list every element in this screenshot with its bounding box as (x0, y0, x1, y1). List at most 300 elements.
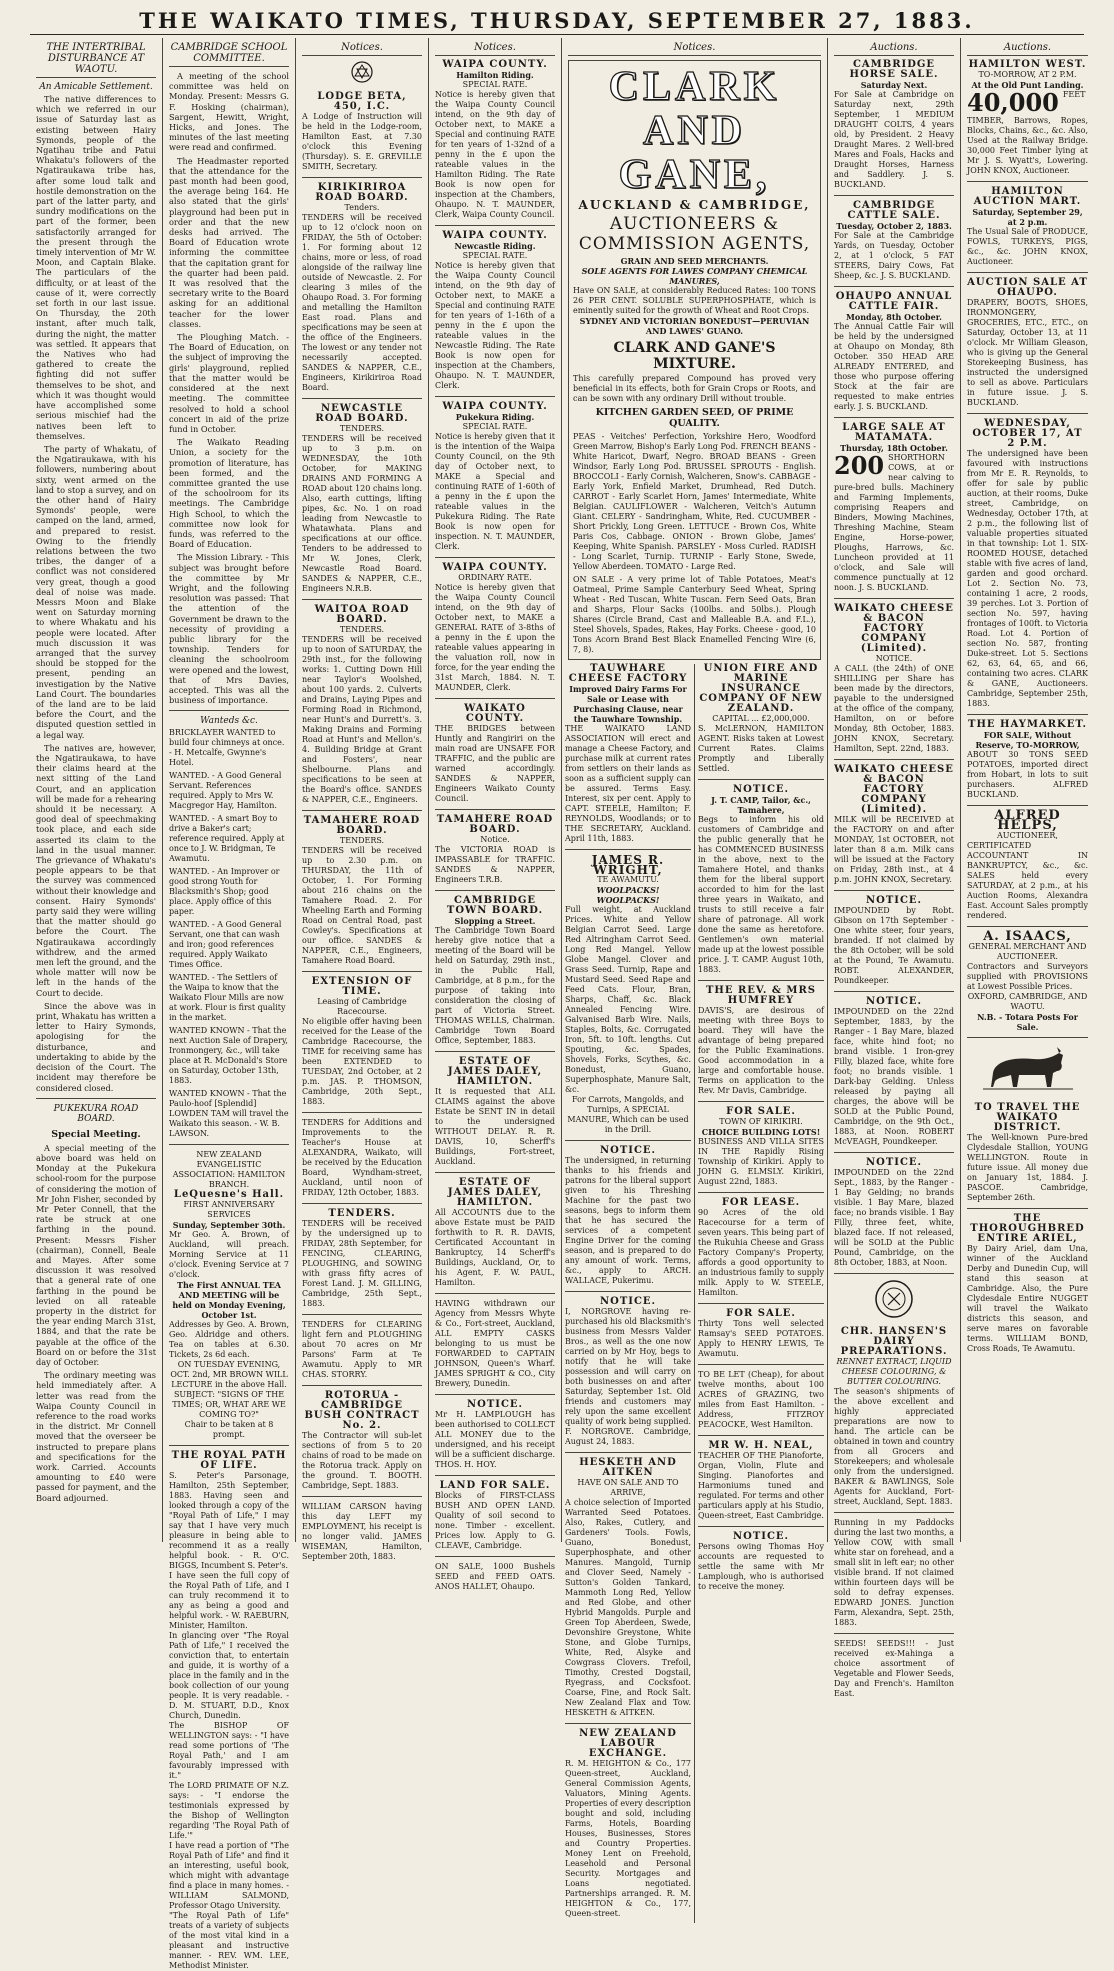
ad-body: TENDERS will be received up to 2.30 p.m. on THURSDAY, the 11th of October, 1. For Forming about 216 chains on the Tamahere Road. 2. For Wheeling Earth and Forming Road on Central Road, past Cowley's. Specifications at our office. SANDES & NAPPER, C.E., Engineers, Tamahere Road Board. (302, 846, 422, 965)
land-sale-ad (435, 1481, 555, 1551)
ad-subtitle: RENNET EXTRACT, LIQUID CHEESE COLOURING, & BUTTER COLOURING. (836, 1357, 952, 1386)
column-header: CAMBRIDGE SCHOOL COMMITTEE. (169, 42, 289, 67)
rate-notice (435, 60, 555, 220)
ad-subtitle: Improved Dairy Farms For Sale or Lease with Purchasing Clause, near the Tauwhare Township. (569, 684, 687, 724)
ad-title: KIRIKIRIROA ROAD BOARD. (315, 182, 409, 203)
divider (834, 195, 954, 196)
column-3 (296, 38, 429, 1561)
ad-body: Notice is hereby given that the Waipa County Council intend, on the 9th day of October next, to MAKE a GENERAL RATE of 3-8ths of a penny in the £ upon the rateable values appearing in the valuation roll, now in force, for the year ending the 31st March, 1884. N. T. MAUNDER, Clerk. (435, 583, 555, 692)
ad-heading: NEW ZEALAND EVANGELISTIC ASSOCIATION: HAMILTON BRANCH. (172, 1150, 286, 1190)
notice-ad (302, 977, 422, 1107)
wanted-ad: WANTED. - A smart Boy to drive a Baker's cart; reference required. Apply at once to J. W. Bridgman, Te Awamutu. (169, 814, 285, 864)
divider (565, 1723, 691, 1724)
auction-ad (967, 419, 1088, 709)
ad-title: TO TRAVEL THE WAIKATO DISTRICT. (974, 1102, 1081, 1133)
ad-title: ESTATE OF JAMES DALEY, HAMILTON. (447, 1056, 543, 1087)
column-6 (695, 664, 827, 1923)
ad-title: WAIKATO COUNTY. (464, 703, 526, 724)
ad-body: DRAPERY, BOOTS, SHOES, IRONMONGERY, GROCERIES, ETC., ETC., on Saturday, October 13, at 11 o'clock. Mr William Gleason, who is giving up the General Storekeeping Business, has instructed the undersigned to sell as above. Particulars in future issue. J. S. BUCKLAND. (967, 298, 1088, 407)
wanted-ad: WANTED. - The Settlers of the Waipa to know that the Waikato Flour Mills are now at work. Flour is first quality in the market. (169, 973, 286, 1023)
agency-notice: HAVING withdrawn our Agency from Messrs Whyte & Co., Fort-street, Auckland, ALL EMPTY CASKS belonging to us must be FORWARDED to CAPTAIN JOHNSON, Queen's Wharf. JAMES SPRIGHT & CO., City Brewery, Dunedin. (435, 1299, 555, 1388)
ad-title: THE THOROUGHBRED ENTIRE ARIEL, (970, 1213, 1085, 1244)
wanted-ad: WANTED KNOWN - That the next Auction Sale of Drapery, Ironmongery, &c., will take place at R. McDonald's Store on Saturday, October 13th, 1883. (169, 1026, 288, 1086)
ad-title: WAIKATO CHEESE & BACON FACTORY COMPANY (Limited). (834, 764, 954, 815)
tender-ad (302, 816, 422, 966)
ad-title: WEDNESDAY, OCTOBER 17, AT 2 P.M. (972, 418, 1083, 449)
ad-title: JAMES R. WRIGHT, (591, 853, 665, 877)
ad-title: ROTORUA - CAMBRIDGE BUSH CONTRACT No. 2. (304, 1390, 420, 1431)
column-1 (30, 38, 163, 1542)
seeds-ad: SEEDS! SEEDS!!! - Just received ex-Mahinga a choice assortment of Vegetable and Flower Seeds, Day and French's. Hamilton East. (834, 1639, 954, 1698)
ad-body: Mr Geo. A. Brown, of Auckland, will preach. Morning Service at 11 o'clock. Evening Service at 7 o'clock. (169, 1230, 289, 1280)
merchant-ad (565, 1458, 691, 1718)
divider (435, 1293, 555, 1294)
testimonial: In glancing over "The Royal Path of Life," I received the conviction that, to entertain and guide, it is worthy of a place in the family and in the book collection of our young people. It is very readable. - D. M. STUART, D.D., Knox Church, Dunedin. (169, 1631, 289, 1721)
divider (698, 779, 824, 780)
ad-subtitle: J. T. CAMP, Tailor, &c., Tamahere, (711, 795, 811, 815)
masthead (0, 0, 1114, 40)
ad-body: For Sale at Cambridge on Saturday next, 29th September, 1 MEDIUM DRAUGHT COLTS, 4 years old, by President. 2 Heavy Draught Mares. 2 Well-bred Mares and Foals, Hacks and Draught Horses, Harness and Saddlery. J. S. BUCKLAND. (834, 90, 954, 189)
ad-body: Addresses by Geo. A. Brown, Geo. Aldridge and others. Tea on tables at 6.30. Tickets, 2s 6d each. (169, 1320, 289, 1360)
boarding-ad (698, 986, 824, 1096)
auctioneer-ad (967, 808, 1088, 921)
ad-title: TAMAHERE ROAD BOARD. (303, 815, 421, 836)
ad-body: No eligible offer having been received for the Lease of the Cambridge Racecourse, the TIME for receiving same has been EXTENDED to TUESDAY, 2nd October, at 2 p.m. JAS. P. THOMSON, Cambridge, 20th Sept., 1883. (302, 1017, 422, 1106)
divider (967, 926, 1088, 927)
ad-body: Thirty Tons well selected Ramsay's SEED POTATOES. Apply to HENRY LEWIS, Te Awamutu. (698, 1319, 824, 1358)
ad-subtitle: AUCTIONEER, (997, 831, 1058, 840)
ad-title: TAMAHERE ROAD BOARD. (436, 814, 554, 835)
clark-gane-title: CLARK AND GANE, (608, 64, 781, 198)
paragraph: The Mission Library. - This subject was brought before the committee by Mr Wright, and the following resolution was passed: That the attention of the Government be drawn to the necessity of providing a public library for the township. Tenders for cleaning the schoolroom were opened and the lowest, that of Mrs Davies, accepted. This was all the business of importance. (169, 552, 289, 706)
divider (698, 1364, 824, 1365)
ad-body: TEACHER OF THE Pianoforte, Organ, Violin, Flute and Singing. Pianofortes and Harmoniums tuned and regulated. For terms and other particulars apply at his Studio, Queen-street, East Cambridge. (698, 1451, 824, 1520)
wanted-ad: WANTED. - A Good General Servant. References required. Apply to Mrs W. Macgregor Hay, Hamilton. (169, 771, 282, 811)
testimonial: "The Royal Path of Life" treats of a variety of subjects of the most vital kind in a pleasant and instructive manner. - REV. WM. LEE, Methodist Minister. (169, 1911, 289, 1971)
ad-body: The Contractor will sub-let sections of from 5 to 20 chains of road to be made on the Rotorua track. Apply on the ground. T. BOOTH. Cambridge, Sept. 1883. (302, 1431, 422, 1490)
ad-subtitle: Pukekura Riding. (455, 412, 535, 422)
lodge-ad (302, 92, 422, 172)
ad-subtitle: NOTICE. (875, 654, 913, 663)
ad-subtitle: Tuesday, October 2, 1883. (836, 221, 952, 231)
paragraph: Since the above was in print, Whakatu has written a letter to Hairy Symonds, apologising for the disturbance, and undertaking to abide by the decision of the Court. The incident may therefore be considered closed. (36, 1000, 156, 1093)
paragraph: The native differences to which we referred in our issue of Saturday last as existing between Hairy Symonds, people of the Ngatihau tribe and Patui Whakatu's followers of the Ngatiraukawa tribe has, after some loud talk and hostile demonstration on the part of the latter party, and sundry modifications on the part of the former, been satisfactorily arranged for the present through the timely intervention of Mr W. Moon, and Captain Blake. The particulars of the difficulty, or at least of the cause of it, were correctly set forth in our last issue. On Thursday, the 20th instant, after much talk, during the night, the matter was settled. It appears that the Natives who had gathered to create the fighting did not suffer themselves to be shot, and which it was thought would have accomplished some serious mischief had the natives been left to themselves. (36, 94, 156, 441)
column-8 (961, 38, 1094, 1542)
ad-body: Contractors and Surveyors supplied with PROVISIONS at Lowest Possible Prices. (967, 962, 1088, 991)
tender-ad: TENDERS for CLEARING light fern and PLOUGHING about 70 acres on Mr Parsons' Farm at Te Awamutu. Apply to MR CHAS. STORRY. (302, 1320, 422, 1379)
divider (435, 1172, 555, 1173)
ad-subtitle: Saturday Next. (860, 80, 928, 90)
ad-body: FEET TIMBER, Barrows, Ropes, Blocks, Chains, &c., &c. Also, Used at the Railway Bridge. 30,000 Feet Timber lying at Mr J. S. Wyatt's, Lowering. JOHN KNOX, Auctioneer. (967, 90, 1088, 175)
divider (834, 1152, 954, 1153)
notice-ad (565, 1146, 691, 1286)
pound-notice (834, 997, 954, 1147)
ad-subtitle: SPECIAL RATE. (462, 251, 528, 260)
ad-title: THE ROYAL PATH OF LIFE. (171, 1450, 287, 1472)
ad-title: NEWCASTLE ROAD BOARD. (315, 403, 409, 424)
ad-title: ESTATE OF JAMES DALEY, HAMILTON. (447, 1177, 543, 1208)
divider (435, 557, 555, 558)
ad-subtitle: FOR SALE, Without Reserve, TO-MORROW, (975, 730, 1080, 750)
ad-subtitle: SPECIAL RATE. (462, 80, 528, 89)
clark-gane-stock: ON SALE - A very prime lot of Table Potatoes, Meat's Oatmeal, Prime Sample Canterbury Seed Wheat, Spring Wheat - Red Tuscan, White Tuscan. Fern Seed Oats, Bran and Sharps, Flour Sacks (100lbs. and 50lbs.). Plough Shares (Circle Brand, Cast and Malleable B.A. and F.L.), Steel Shovels, Spades, Rakes, Hay Forks. Cheese - good, 10 Tons Acorn Brand Best Black Enamelled Fencing Wire (6, 7, 8). (573, 575, 816, 654)
ad-body: Blocks of FIRST-CLASS BUSH AND OPEN LAND. Quality of soil second to none. Timber - excellent. Prices low. Apply to G. CLEAVE, Cambridge. (435, 1491, 555, 1550)
divider (967, 805, 1088, 806)
ad-body: Notice is hereby given that the Waipa County Council intend, on the 9th day of October next, to MAKE a Special and continuing RATE for ten years of 1-16th of a penny in the £ upon the rateable values in the Newcastle Riding. The Rate Book is now open for inspection at the Chambers, Ohaupo. N. T. MAUNDER, Clerk. (435, 261, 555, 390)
divider (698, 980, 824, 981)
ad-subtitle: GENERAL MERCHANT AND AUCTIONEER. (968, 942, 1087, 961)
town-board-notice (435, 896, 555, 1046)
sale-ad (698, 1309, 824, 1359)
stallion-ad (967, 1214, 1088, 1354)
ad-body: ABOUT 30 TONS SEED POTATOES, imported direct from Hobart, in lots to suit purchasers. ALFRED BUCKLAND. (967, 750, 1088, 799)
ad-title: WAIKATO CHEESE & BACON FACTORY COMPANY (Limited). (834, 603, 954, 654)
ad-body: The undersigned, in returning thanks to his friends and patrons for the liberal support given to his Threshing Machine for the past two seasons, begs to inform them that he has secured the services of a competent Engine Driver for the coming season, and is prepared to do any amount of work. Terms, &c., apply to ARCH. WALLACE, Pukerimu. (565, 1156, 691, 1285)
ad-body: I, NORGROVE having re-purchased his old Blacksmith's business from Messrs Valder Bros., as well as the one now carried on by Mr Hoy, begs to notify that he will take possession and will carry on both businesses on and after Saturday, September 1st. Old friends and customers may rely upon the same excellent quality of work being supplied. F. NORGROVE. Cambridge, August 24, 1883. (565, 1307, 691, 1446)
article-body (169, 71, 289, 705)
wanted-ad: WANTED. - A Good General Servant, one that can wash and iron; good references required. Apply Waikato Times Office. (169, 920, 282, 970)
ad-title: AUCTION SALE AT OHAUPO. (967, 277, 1088, 298)
column-5-6 (562, 38, 828, 1918)
divider (435, 1051, 555, 1052)
contract-ad (302, 1391, 422, 1491)
ad-body: The Annual Cattle Fair will be held by the undersigned at Ohaupo on Monday, 8th October. 350 HEAD ARE ALREADY ENTERED, and those who purpose offering Stock at the fair are requested to make entries early. J. S. BUCKLAND. (834, 322, 954, 411)
ad-subtitle: CHOICE BUILDING LOTS! (701, 1127, 821, 1137)
ad-title: OHAUPO ANNUAL CATTLE FAIR. (835, 291, 953, 312)
ad-title: LODGE BETA, 450, I.C. (317, 91, 407, 112)
testimonial: The LORD PRIMATE OF N.Z. says: - "I endorse the testimonials expressed by the Bishop of Wellington regarding 'The Royal Path of Life.'" (169, 1781, 289, 1841)
divider (435, 809, 555, 810)
evangelistic-ad (169, 1150, 289, 1440)
auction-ad (967, 278, 1088, 408)
divider (565, 1140, 691, 1141)
ad-title: NEW ZEALAND LABOUR EXCHANGE. (579, 1728, 677, 1759)
ad-body: Persons owing Thomas Hoy accounts are requested to settle the same with Mr Lamplough, who is authorised to receive the money. (698, 1542, 824, 1591)
divider (302, 599, 422, 600)
sale-ad: ON SALE, 1000 Bushels SEED and FEED OATS. ANOS HALLET, Ohaupo. (435, 1562, 555, 1591)
ad-subtitle: ORDINARY RATE. (458, 573, 532, 582)
article-heading: An Amicable Settlement. (39, 82, 153, 92)
ad-title: WAIPA COUNTY. (442, 401, 548, 412)
tender-ad (302, 605, 422, 805)
article-body (36, 94, 156, 1093)
ad-subtitle: Saturday, September 29, at 2 p.m. (972, 207, 1083, 227)
tender-ad (302, 404, 422, 594)
ad-title: UNION FIRE AND MARINE INSURANCE COMPANY OF NEW ZEALAND. (699, 663, 823, 714)
estate-notice (435, 1178, 555, 1288)
ad-body: THE WAIKATO LAND ASSOCIATION will erect and manage a Cheese Factory, and purchase milk at current rates from settlers on their lands as soon as a sufficient supply can be assured. Terms Easy. Interest, six per cent. Apply to CAPT. STEELE, Hamilton; F. REYNOLDS, Woodlands; or to THE SECRETARY, Auckland. April 11th, 1883. (565, 724, 691, 843)
ad-body: BUSINESS AND VILLA SITES IN THE Rapidly Rising Township of Kirikiri. Apply to JOHN G. ELMSLY. Kirikiri, August 22nd, 1883. (698, 1137, 824, 1186)
ad-body: TENDERS will be received up to noon of SATURDAY, the 29th inst., for the following works: 1. Cutting Down Hill near Taylor's Woolshed, about 100 yards. 2. Culverts and Drains, Laying Pipes and Forming Road in Richmond, near Hunt's and Durrett's. 3. Making Drains and Forming Road at Hunt's and Mellon's. 4. Building Bridge at Grant and Fosters', near Shelbourne. Plans and specifications to be seen at the Board's office. SANDES & NAPPER, C.E., Engineers. (302, 635, 422, 804)
rate-notice (435, 402, 555, 552)
column-2 (163, 38, 296, 1971)
divider (834, 1633, 954, 1634)
clark-gane-subtitle: AUCKLAND & CAMBRIDGE, (578, 198, 811, 212)
ad-title: WAITOA ROAD BOARD. (314, 604, 410, 625)
ad-body: TENDERS will be received by the undersigned up to FRIDAY, 28th September, for FENCING, CLEARING, PLOUGHING, and SOWING with grass fifty acres of Forest Land. J. M. GILLING, Cambridge, 25th Sept., 1883. (302, 1219, 422, 1308)
estate-notice (435, 1057, 555, 1167)
testimonial: I have seen the full copy of the Royal Path of Life, and I can truly recommend it to any as being a good and helpful work. - W. RAEBURN, Minister, Hamilton. (169, 1571, 289, 1631)
divider (834, 286, 954, 287)
divider (435, 1475, 555, 1476)
divider (834, 1512, 954, 1513)
auction-ad (834, 60, 954, 190)
ad-subtitle: TE AWAMUTU. (597, 875, 659, 884)
ad-footer: N.B. - Totara Posts For Sale. (977, 1012, 1078, 1032)
divider (834, 417, 954, 418)
ad-subtitle: Tenders. (344, 203, 380, 212)
divider (435, 1394, 555, 1395)
clark-gane-tagline: AUCTIONEERS & COMMISSION AGENTS, (578, 214, 811, 254)
divider (302, 971, 422, 972)
ad-subtitle: CAPITAL ... £2,000,000. (712, 714, 810, 723)
ad-title: A. ISAACS, (983, 929, 1072, 944)
ad-subtitle: TENDERS. (339, 836, 385, 845)
agency-ad (565, 1729, 691, 1919)
pound-notice (834, 1158, 954, 1268)
ad-places: OXFORD, CAMBRIDGE, AND WAOTU. (967, 992, 1088, 1011)
ad-title: CHR. HANSEN'S DAIRY PREPARATIONS. (840, 1326, 948, 1357)
divider (834, 759, 954, 760)
divider (834, 890, 954, 891)
divider (169, 1144, 289, 1145)
divider (302, 810, 422, 811)
divider (967, 1208, 1088, 1209)
column-header: Notices. (302, 42, 422, 56)
divider (302, 398, 422, 399)
ad-title: FOR LEASE. (721, 1197, 801, 1208)
clark-gane-grain: GRAIN AND SEED MERCHANTS. (620, 256, 769, 266)
ad-title: FOR SALE. (726, 1106, 796, 1117)
auction-ad (834, 201, 954, 281)
ad-title: NOTICE. (732, 1531, 790, 1542)
divider (169, 1445, 289, 1446)
ad-body: 90 Acres of the old Racecourse for a term of seven years. This being part of the Rukuhia Cheese and Grass Factory Company's Property, affords a good opportunity to an industrious family to supply milk. Apply to W. STEELE, Hamilton. (698, 1208, 824, 1297)
divider (302, 1112, 422, 1113)
ad-body: CERTIFICATED ACCOUNTANT IN BANKRUPTCY, &c., &c. SALES held every SATURDAY, at 2 p.m., at his Auction Rooms, Alexandra East. Account Sales promptly rendered. (967, 841, 1088, 920)
ad-body: IMPOUNDED by Robt. Gibson on 17th September - One white steer, four years, branded. If not claimed by the 8th October, will be sold at the Pound, Te Awamutu. ROBT. ALEXANDER, Poundkeeper. (834, 906, 954, 985)
ad-subtitle: TENDERS. (339, 424, 385, 433)
ad-subtitle: WOOLPACKS! WOOLPACKS! (596, 885, 660, 905)
lower-sub-columns (562, 664, 827, 1923)
rate-notice (435, 563, 555, 693)
divider (302, 1314, 422, 1315)
ad-title: EXTENSION OF TIME. (311, 976, 413, 997)
ad-body: The Well-known Pure-bred Clydesdale Stallion, YOUNG WELLINGTON. Route in future issue. All money due on January 1st, 1884. J. PASCOE. Cambridge, September 26th. (967, 1133, 1088, 1202)
wanted-ad: WANTED. - An Improver or good strong Youth for Blacksmith's Shop; good place. Apply office of this paper. (169, 867, 280, 917)
ad-subtitle: Notice. (480, 835, 510, 844)
divider (967, 181, 1088, 182)
ad-title: NOTICE. (732, 784, 790, 795)
divider (435, 698, 555, 699)
ad-title: LAND FOR SALE. (439, 1480, 551, 1491)
dairy-ad (834, 1327, 954, 1507)
ad-title: NOTICE. (599, 1145, 657, 1156)
divider (565, 1452, 691, 1453)
ad-title: LARGE SALE AT MATAMATA. (842, 422, 946, 443)
notice-ad (698, 1532, 824, 1592)
merchant-ad (565, 855, 691, 1135)
ad-title: WAIPA COUNTY. (442, 59, 548, 70)
royal-path-ad (169, 1451, 289, 1971)
ad-body: A CALL (the 24th) of ONE SHILLING per Share has been made by the directors, payable to the undersigned at the office of the company, Hamilton, on or before Monday, 8th October, 1883. JOHN KNOX, Secretary. Hamilton, Sept. 22nd, 1883. (834, 664, 954, 753)
notice-ad (565, 1297, 691, 1447)
divider (834, 991, 954, 992)
ad-line: Chair to be taken at 8 prompt. (184, 1420, 274, 1440)
ad-title: CAMBRIDGE TOWN BOARD. (446, 895, 544, 916)
stallion-ad (967, 1103, 1088, 1203)
ad-subtitle: Hamilton Riding. (456, 70, 534, 80)
ad-subtitle: Monday, 8th October. (846, 312, 942, 322)
let-ad: TO BE LET (Cheap), for about twelve months, about 100 ACRES of GRAZING, two miles from East Hamilton. - Address, FITZROY PEACOCKE, West Hamilton. (698, 1370, 824, 1429)
ad-body: The Cambridge Town Board hereby give notice that a meeting of the Board will be held on Saturday, 29th inst., in the Public Hall, Cambridge, at 8 p.m., for the purpose of taking into consideration the closing of part of Victoria Street. THOMAS WELLS, Chairman. Cambridge Town Board Office, September, 1883. (435, 926, 555, 1045)
church-school-ad (698, 664, 824, 774)
column-header: Notices. (568, 42, 821, 56)
ad-subtitle: TOWN OF KIRIKIRI. (719, 1117, 803, 1126)
wanted-ad: WANTED KNOWN - That the Paulo-hoof [Splendid] LOWDEN TAM will travel the Waikato this season. - W. B. LAWSON. (169, 1089, 289, 1139)
ad-body: S. McLERNON, HAMILTON AGENT. Risks taken at Lowest Current Rates. Claims Promptly and Liberally Settled. (698, 724, 824, 773)
divider (435, 1556, 555, 1557)
article-body (36, 1143, 156, 1503)
paragraph: The natives are, however, the Ngatiraukawa, to have their claims heard at the next sitting of the Land Court, and an application will be made for a rehearing should it be necessary. A good deal of speechmaking took place, and each side asserted its claim to the land in the usual manner. The grievance of Whakatu's people appears to be that the survey was commenced without their knowledge and consent. Hairy Symonds' party said they were willing that the matter should go before the Court. The Ngatiraukawa accordingly withdrew, and the armed men left the ground, and the whole matter will now be left in the hands of the Court to decide. (36, 742, 156, 998)
masthead-rule (30, 34, 1084, 35)
divider (967, 272, 1088, 273)
lodge-emblem-icon (302, 60, 422, 88)
ad-body: All ACCOUNTS due to the above Estate must be PAID forthwith to R. R. DAVIS, Certificated Accountant in Bankruptcy, 14 Scherff's Buildings, Auckland, Or, to his Agent, F. W. PAUL, Hamilton. (435, 1208, 555, 1287)
trade-mark-icon (834, 1279, 954, 1323)
ad-body: SHORTHORN COWS, at or near calving to pure-bred bulls. Machinery and Farming Implements, comprising Reapers and Binders, Mowing Machines, Threshing Machine, Steam Engine, Horse-power, Ploughs, Harrows, &c. Luncheon provided at 11 o'clock, and Sale will commence punctually at 12 noon. J. S. BUCKLAND. (834, 453, 954, 592)
divider (435, 225, 555, 226)
ad-body: The VICTORIA ROAD is IMPASSABLE for TRAFFIC. SANDES & NAPPER, Engineers T.R.B. (435, 845, 555, 884)
ad-subtitle: Leasing of Cambridge Racecourse. (317, 997, 407, 1016)
ad-title: WAIPA COUNTY. (442, 230, 548, 241)
paragraph: The Ploughing Match. - The Board of Education, on the subject of improving the girls' playground, replied that the matter would be considered at the next meeting. The committee resolved to hold a school concert in aid of the prize fund in October. (169, 332, 289, 434)
ad-body: The Usual Sale of PRODUCE, FOWLS, TURKEYS, PIGS, &c., &c. JOHN KNOX, Auctioneer. (967, 227, 1088, 266)
ad-title: TAUWHARE CHEESE FACTORY (568, 663, 688, 684)
article-heading: PUKEKURA ROAD BOARD. (53, 1103, 139, 1124)
divider (698, 1435, 824, 1436)
divider (435, 396, 555, 397)
auction-ad (967, 720, 1088, 800)
ad-title: HESKETH AND AITKEN (579, 1457, 677, 1478)
ad-title: HAMILTON WEST. (968, 59, 1087, 70)
auction-ad (967, 60, 1088, 176)
ad-footer: For Carrots, Mangolds, and Turnips, A SPECIAL MANURE, Which can be used in the Drill. (567, 1095, 689, 1134)
column-header: Auctions. (834, 42, 954, 56)
ad-title: NOTICE. (865, 895, 923, 906)
divider (967, 714, 1088, 715)
ad-title: FOR SALE. (726, 1308, 796, 1319)
ad-title: MR W. H. NEAL, (708, 1440, 814, 1451)
ad-subtitle: Thursday, 18th October. (840, 443, 948, 453)
ad-title: CAMBRIDGE CATTLE SALE. (847, 200, 941, 221)
rate-notice (435, 231, 555, 391)
ad-title: THE HAYMARKET. (968, 719, 1087, 730)
stray-notice: Running in my Paddocks during the last two months, a Yellow COW, with small white star on forehead, and a small slit in left ear; no other visible brand. If not claimed within fourteen days will be sold to defray expenses. EDWARD JONES. Junction Farm, Alexandra, Sept. 25th, 1883. (834, 1518, 954, 1627)
ad-line: ON TUESDAY EVENING, OCT. 2nd, MR BROWN WILL LECTURE in the above Hall. (170, 1360, 288, 1390)
divider (302, 1496, 422, 1497)
ad-body: Notice is hereby given that it is the intention of the Waipa County Council, on the 9th day of October next, to MAKE a Special and continuing RATE of 1-60th of a penny in the £ upon the rateable values in the Pukekura Riding. The Rate Book is now open for inspection. N. T. MAUNDER, Clerk. (435, 432, 555, 551)
section-heading: Wanteds &c. (200, 716, 258, 727)
ad-title: CAMBRIDGE HORSE SALE. (849, 59, 939, 80)
ad-body: THE BRIDGES between Huntly and Rangiriri on the main road are UNSAFE FOR TRAFFIC, and the public are warned accordingly. SANDES & NAPPER, Engineers Waikato County Council. (435, 724, 555, 803)
county-notice (435, 704, 555, 804)
paragraph: A special meeting of the above board was held on Monday at the Pukekura school-room for the purpose of considering the motion of Mr John Fisher, seconded by Mr Peter Connell, that the rate be struck at one farthing in the pound. Present: Messrs Fisher (chairman), Connell, Beale and Mayes. After some discussion it was resolved that a general rate of one farthing in the pound be levied on all rateable property in the district for the year ending March 31st, 1884, and that the rate be payable at the office of the Board on or before the 31st day of October. (36, 1142, 156, 1367)
music-teacher-ad (698, 1441, 824, 1521)
paragraph: A meeting of the school committee was held on Monday. Present: Messrs G. F. Hosking (chairman), Sargent, Hewitt, Wright, Hicks, and Jones. The minutes of the last meeting were read and confirmed. (169, 71, 289, 153)
clark-gane-sale: Have ON SALE, at considerably Reduced Rates: 100 TONS 26 PER CENT. SOLUBLE SUPERPHOSPHATE, which is eminently suited for the growth of Wheat and Root Crops. (573, 286, 816, 315)
ad-body: For Sale at the Cambridge Yards, on Tuesday, October 2, at 1 o'clock, 5 FAT STEERS, Dairy Cows, Fat Sheep, &c. J. S. BUCKLAND. (834, 231, 954, 280)
testimonial: The BISHOP OF WELLINGTON says: - "I have read some portions of 'The Royal Path,' and I am favourably impressed with it." (169, 1721, 289, 1781)
ad-line: FIRST ANNIVERSARY SERVICES (183, 1200, 275, 1220)
clark-gane-sole: SOLE AGENTS FOR LAWES COMPANY CHEMICAL MANURES, (581, 266, 808, 286)
divider (834, 1273, 954, 1274)
ad-title: WAIPA COUNTY. (442, 562, 548, 573)
clark-gane-guano: SYDNEY AND VICTORIAN BONEDUST—PERUVIAN AND LAWES' GUANO. (579, 316, 810, 336)
ad-subtitle: TO-MORROW, AT 2 P.M. (978, 70, 1077, 79)
ad-line: SUBJECT: "SIGNS OF THE TIMES; OR, WHAT ARE WE COMING TO?" (172, 1390, 286, 1420)
paragraph: The party of Whakatu, of the Ngatiraukawa, with his followers, numbering about sixty, went armed on the land to stop a survey, and on the other hand of Hairy Symonds' people, were camped on the land, armed, and prepared to resist. Owing to the friendly relations between the two tribes, the danger of a conflict was not considered very great, though a good deal of noise was made. Messrs Moon and Blake went on Saturday morning to where Whakatu and his people were located. After much discussion it was arranged that the survey should be stopped for the present, pending an investigation by the Native Land Court. The boundaries of the land are to be laid before the Court, and the disputed question settled in a legal way. (36, 443, 156, 740)
auction-ad (834, 292, 954, 412)
ad-body: By Dairy Ariel, dam Una, winner of the Auckland Derby and Dunedin Cup, will stand this season at Cambridge. Also, the Pure Clydesdale Entire NUGGET will travel the Waikato districts this season, and serve mares on favorable terms. WILLIAM BOND, Cross Roads, Te Awamutu. (967, 1244, 1088, 1353)
ad-body: TENDERS will be received up to 3 p.m. on WEDNESDAY, the 10th October, for MAKING DRAINS AND FORMING A ROAD about 120 chains long. Also, earth cuttings, lifting pipes, &c. No. 1 on road leading from Newcastle to Whatawhata. Plans and specifications at our office. Tenders to be addressed to Mr W. Jones, Clerk, Newcastle Road Board. SANDES & NAPPER, C.E., Engineers N.R.B. (302, 434, 422, 593)
clark-gane-seeds: PEAS - Veitches' Perfection, Yorkshire Hero, Woodford Green Marrow, Bishop's Early Long Pod. FRENCH BEANS - White Haricot, Dwarf, Negro. BROAD BEANS - Green Windsor, Early Long Pod. BRUSSEL SPROUTS - English. BROCCOLI - Early Cornish, Walcheren, Snow's. CABBAGE - Early York, Enfield Market, Drumhead, Red Dutch. CARROT - Early Scarlet Horn, James' Intermediate, White Belgian. CAULIFLOWER - Walcheren, Veitch's Autumn Giant. CELERY - Sandringham, White, Red. CUCUMBER - Short Prickly, Long Green. LETTUCE - Brown Cos, White Paris Cos, Cabbage. ONION - Brown Globe, James' Keeping, White Spanish. PARSLEY - Moss Curled. RADISH - Long Scarlet, Turnip. TURNIP - Early Stone, Swede, Yellow Aberdeen. TOMATO - Large Red. (573, 432, 817, 571)
columns (30, 38, 1094, 1971)
divider (967, 413, 1088, 414)
divider (302, 1385, 422, 1386)
ad-title: TENDERS. (328, 1208, 396, 1219)
notice-ad (435, 1400, 555, 1470)
company-notice (834, 765, 954, 885)
factory-ad (565, 664, 691, 844)
ad-subtitle: At the Old Punt Landing. (971, 80, 1084, 90)
ad-line: The First ANNUAL TEA AND MEETING will be held on Monday Evening, October 1st. (172, 1280, 286, 1321)
column-header: THE INTERTRIBAL DISTURBANCE AT WAOTU. (36, 42, 156, 78)
column-5 (562, 664, 695, 1923)
ad-line: Sunday, September 30th. (172, 1220, 286, 1231)
pound-notice (834, 896, 954, 986)
ad-subtitle: TENDERS. (339, 625, 385, 634)
ad-subtitle: SPECIAL RATE. (462, 422, 528, 431)
column-7 (828, 38, 961, 1698)
divider (967, 1037, 1088, 1038)
paragraph: The Waikato Reading Union, a society for the promotion of literature, has been formed, and the committee granted the use of the schoolroom for its meetings. The Cambridge High School, to which the committee now look for funds, was referred to the Board of Education. (169, 437, 289, 550)
column-header: Notices. (435, 42, 555, 56)
ad-body: Full weight, at Auckland Prices. White and Yellow Belgian Carrot Seed. Large Red Altringham Carrot Seed. Long Red Mangel. Yellow Globe Mangel. Clover and Grass Seed. Turnip, Rape and Mustard Seed. Seed Rape and Feed Cats. Flour, Bran, Sharps, Chaff, &c. Black Annealed Fencing Wire. Galvanised Barb Wire. Nails, Staples, Bolts, &c. Corrugated Iron, 5ft. to 10ft. lengths. Cut Spouting, &c. Spades, Shovels, Forks, Scythes, &c. Bonedust, Guano, Superphosphate, Manure Salt, &c. (565, 905, 691, 1094)
ad-title: NOTICE. (599, 1296, 657, 1307)
ad-title: NOTICE. (466, 1399, 524, 1410)
road-notice (435, 815, 555, 885)
head-count: 200 (834, 451, 885, 480)
divider (698, 1101, 824, 1102)
article-subheading: Special Meeting. (51, 1128, 141, 1140)
tender-ad (302, 183, 422, 393)
divider (169, 710, 289, 711)
ad-title: NOTICE. (865, 1157, 923, 1168)
ad-body: IMPOUNDED on the 22nd Sept., 1883, by the Ranger - 1 Bay Gelding; no brands visible. 1 Bay Mare, blazed face; no brands visible. 1 Bay Filly, three feet, white, blazed face. If not released, will be SOLD at the Public Pound, Cambridge, on the 8th October, 1883, at Noon. (834, 1168, 954, 1267)
ad-body: Mr H. LAMPLOUGH has been authorised to COLLECT ALL MONEY due to the undersigned, and his receipt will be a sufficient discharge. THOS. H. HOY. (435, 1410, 555, 1469)
ad-subtitle: Newcastle Riding. (454, 241, 536, 251)
tender-ad: TENDERS for Additions and Improvements to the Teacher's House at ALEXANDRA, Waikato, will be received by the Education Board, Wyndham-street, Auckland, until noon of FRIDAY, 12th October, 1883. (302, 1118, 422, 1197)
divider (435, 890, 555, 891)
ad-body: The season's shipments of the above excellent and highly appreciated preparations are now to hand. The article can be obtained in town and country from all Grocers and Storekeepers; and wholesale only from the undersigned. BAKER & BAWLINGS, Sole Agents for Auckland, Fort-street, Auckland, Sept. 1883. (834, 1387, 954, 1506)
sale-ad (698, 1107, 824, 1187)
ad-title: THE REV. & MRS HUMFREY (705, 985, 816, 1006)
lease-ad (698, 1198, 824, 1298)
clark-gane-mixture-body: This carefully prepared Compound has proved very beneficial in its effects, both for Grain Crops or Roots, and can be sown with any ordinary Drill without trouble. (573, 374, 816, 403)
ad-body: MILK will be RECEIVED at the FACTORY on and after MONDAY, 1st OCTOBER, not later than 8 a.m. Milk cans will be issued at the Factory on Friday, 28th inst., at 4 p.m. JOHN KNOX, Secretary. (834, 815, 954, 884)
clark-gane-ad (568, 60, 821, 660)
